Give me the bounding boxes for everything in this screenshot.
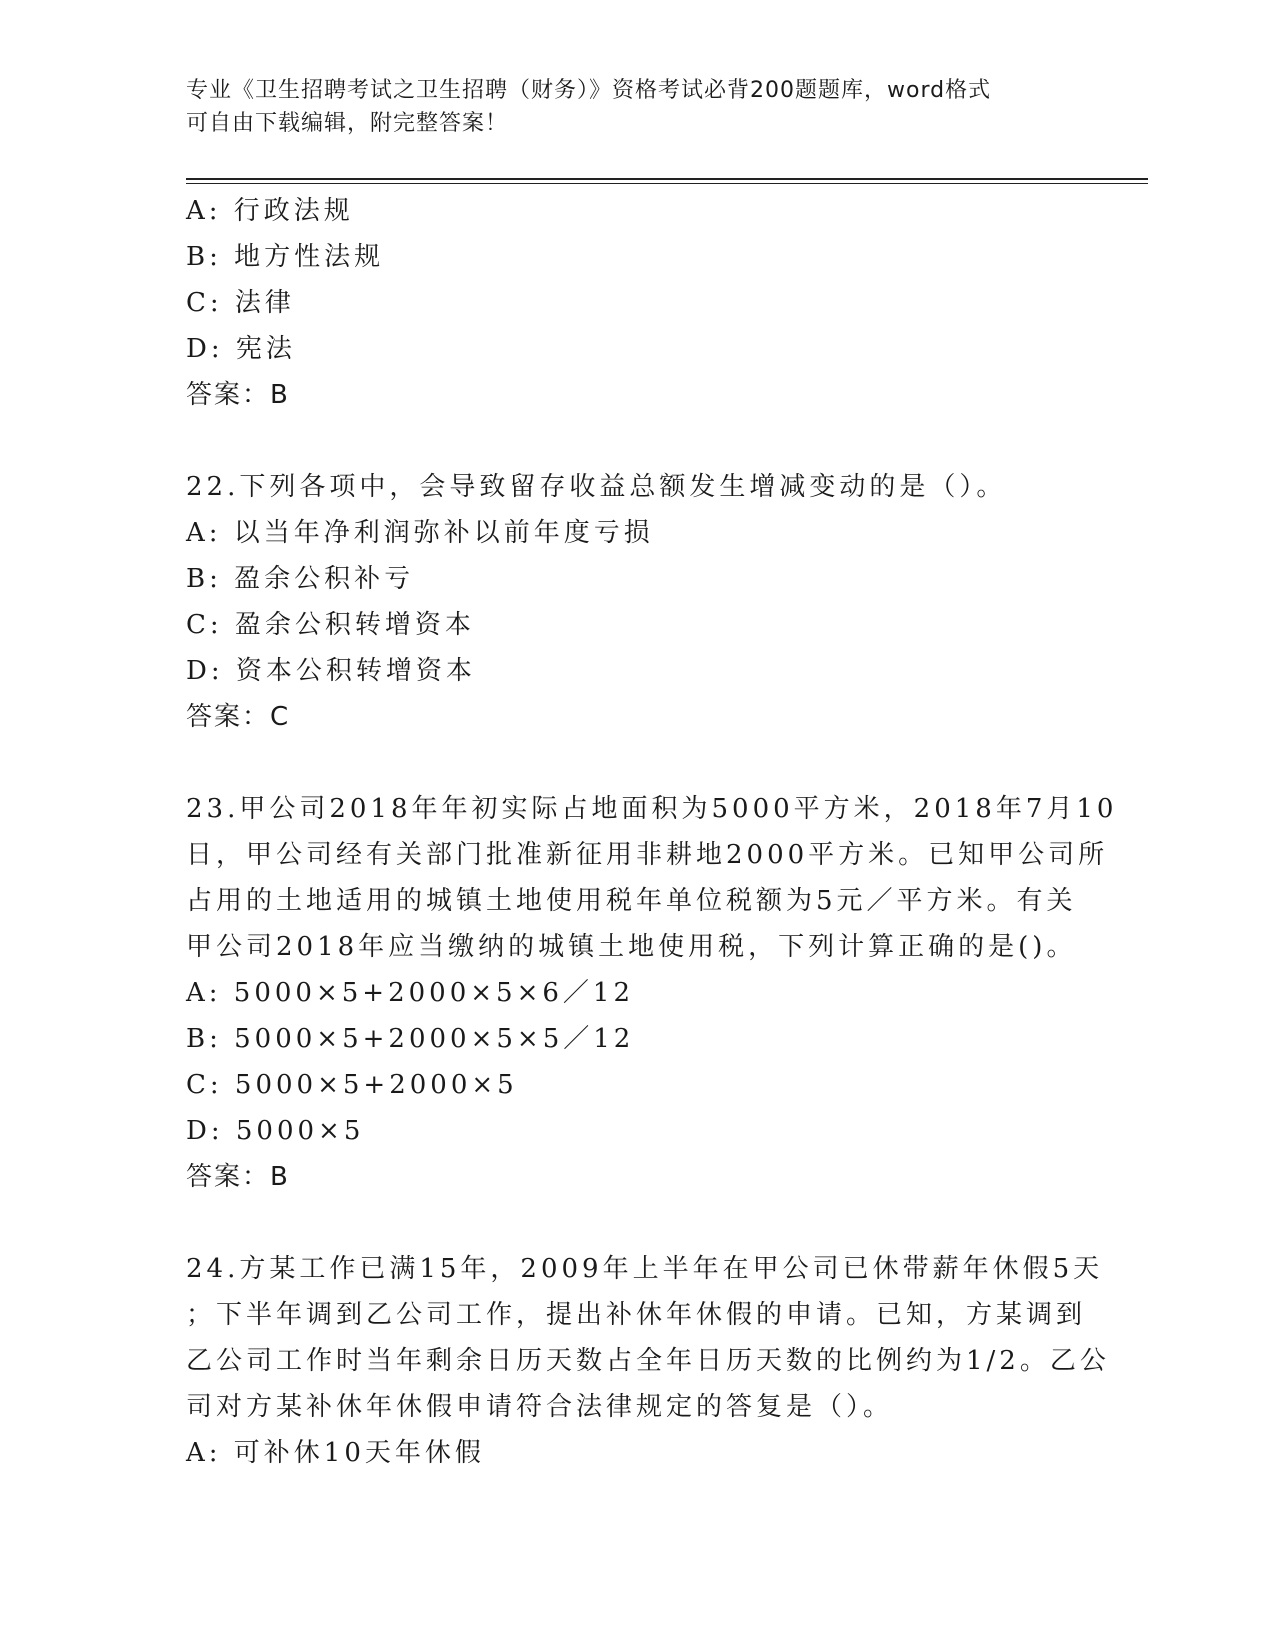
question-23 xyxy=(186,786,1118,1200)
question-24 xyxy=(186,1246,1110,1476)
question-stem-line: ；下半年调到乙公司工作，提出补休年休假的申请。已知，方某调到 xyxy=(186,1300,1087,1330)
option-b: B: 5000×5+2000×5×5／12 xyxy=(186,1024,635,1054)
option-d: D: 资本公积转增资本 xyxy=(186,656,476,686)
question-21 xyxy=(186,188,1086,418)
answer-line: 答案：C xyxy=(186,702,291,732)
question-stem-line: 占用的土地适用的城镇土地使用税年单位税额为5元／平方米。有关 xyxy=(186,886,1077,916)
answer-line: 答案：B xyxy=(186,380,290,410)
option-a: A: 行政法规 xyxy=(186,196,354,226)
option-d: D: 5000×5 xyxy=(186,1116,365,1146)
question-stem-line: 23.甲公司2018年年初实际占地面积为5000平方米，2018年7月10 xyxy=(186,794,1118,824)
question-stem-line: 甲公司2018年应当缴纳的城镇土地使用税，下列计算正确的是()。 xyxy=(186,932,1077,962)
option-c: C: 法律 xyxy=(186,288,295,318)
option-c: C: 5000×5+2000×5 xyxy=(186,1070,518,1100)
document-header xyxy=(186,74,1146,140)
question-content xyxy=(186,188,1118,1476)
answer-line: 答案：B xyxy=(186,1162,290,1192)
option-d: D: 宪法 xyxy=(186,334,296,364)
header-line-2: 可自由下载编辑，附完整答案！ xyxy=(186,111,509,136)
option-c: C: 盈余公积转增资本 xyxy=(186,610,475,640)
option-a: A: 以当年净利润弥补以前年度亏损 xyxy=(186,518,654,548)
question-stem-line: 乙公司工作时当年剩余日历天数占全年日历天数的比例约为1/2。乙公 xyxy=(186,1346,1110,1376)
option-a: A: 5000×5+2000×5×6／12 xyxy=(186,978,634,1008)
header-divider-thick xyxy=(186,178,1148,180)
option-b: B: 盈余公积补亏 xyxy=(186,564,415,594)
option-a: A: 可补休10天年休假 xyxy=(186,1438,485,1468)
question-stem-line: 日，甲公司经有关部门批准新征用非耕地2000平方米。已知甲公司所 xyxy=(186,840,1109,870)
question-stem-line: 司对方某补休年休假申请符合法律规定的答复是（）。 xyxy=(186,1392,894,1422)
option-b: B: 地方性法规 xyxy=(186,242,385,272)
question-22 xyxy=(186,464,1086,740)
question-stem: 22.下列各项中，会导致留存收益总额发生增减变动的是（）。 xyxy=(186,472,1007,502)
question-stem-line: 24.方某工作已满15年，2009年上半年在甲公司已休带薪年休假5天 xyxy=(186,1254,1104,1284)
header-line-1: 专业《卫生招聘考试之卫生招聘（财务）》资格考试必背200题题库，word格式 xyxy=(186,78,992,103)
header-divider-thin xyxy=(186,183,1148,184)
